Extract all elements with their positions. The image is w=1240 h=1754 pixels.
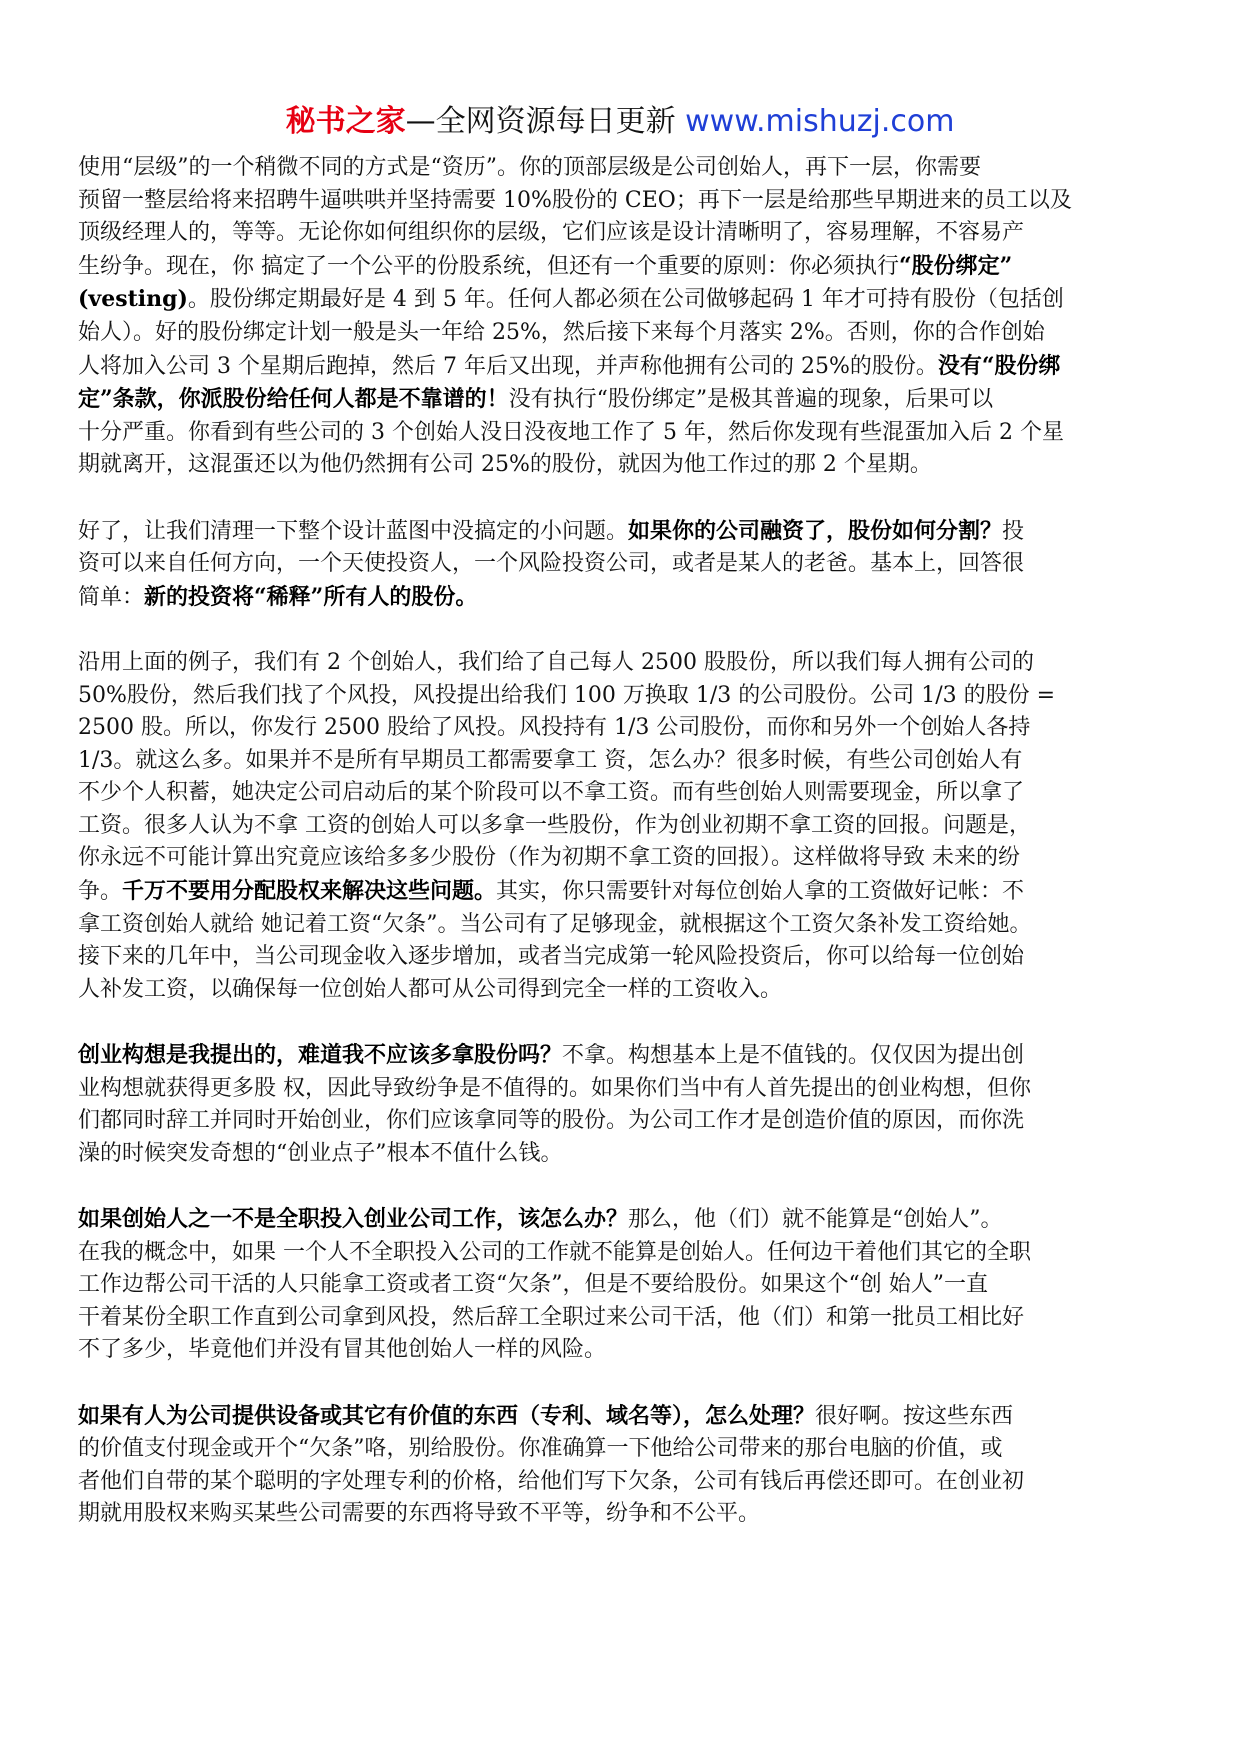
text-line xyxy=(78,974,1178,1007)
bold-text: (vesting) xyxy=(78,286,188,313)
text: 接下来的几年中，当公司现金收入逐步增加，或者当完成第一轮风险投资后，你可以给每一位创始 xyxy=(78,944,1025,970)
text-line xyxy=(78,777,1178,810)
text-line xyxy=(78,383,1178,417)
text: 那么，他（们）就不能算是“创始人”。 xyxy=(628,1207,1003,1232)
text-line xyxy=(78,548,1178,581)
site-brand: 秘书之家 xyxy=(285,104,406,139)
text-line xyxy=(78,810,1178,843)
text-line xyxy=(78,1498,1178,1531)
paragraph xyxy=(78,1400,1178,1531)
site-slogan: —全网资源每日更新 xyxy=(405,104,686,139)
text-line xyxy=(78,745,1178,778)
text: 使用“层级”的一个稍微不同的方式是“资历”。你的顶部层级是公司创始人，再下一层，你需要 xyxy=(78,155,981,180)
text-line xyxy=(78,581,1178,615)
bold-text: 没有“股份绑 xyxy=(937,352,1061,379)
site-url-link[interactable]: www.mishuzj.com xyxy=(685,104,955,139)
text: 十分严重。你看到有些公司的 3 个创始人没日没夜地工作了 5 年，然后你发现有些混蛋加入后 2 个星 xyxy=(78,419,1064,445)
text: 拿工资创始人就给 她记着工资“欠条”。当公司有了足够现金，就根据这个工资欠条补发工资给她。 xyxy=(78,911,1032,937)
text: 50%股份，然后我们找了个风投，风投提出给我们 100 万换取 1/3 的公司股份。公司 1/3 的股份 = xyxy=(78,682,1056,708)
site-header xyxy=(0,102,1240,142)
text-line xyxy=(78,842,1178,875)
text: 你永远不可能计算出究竟应该给多多少股份（作为初期不拿工资的回报）。这样做将导致 未来的纷 xyxy=(78,845,1020,871)
paragraph xyxy=(78,515,1178,615)
paragraph xyxy=(78,647,1178,1007)
text: 争。 xyxy=(78,879,123,905)
text-line xyxy=(78,1400,1178,1434)
text: 始人）。好的股份绑定计划一般是头一年给 25%，然后接下来每个月落实 2%。否则，你的合作创始 xyxy=(78,319,1045,345)
bold-text: 千万不要用分配股权来解决这些问题。 xyxy=(122,878,497,905)
text-line xyxy=(78,1466,1178,1499)
text-line xyxy=(78,1073,1178,1106)
text-line xyxy=(78,1433,1178,1466)
text-line xyxy=(78,185,1178,218)
text: 好了，让我们清理一下整个设计蓝图中没搞定的小问题。 xyxy=(78,518,629,544)
text: 业构想就获得更多股 权，因此导致纷争是不值得的。如果你们当中有人首先提出的创业构想，但你 xyxy=(78,1075,1031,1101)
paragraph xyxy=(78,152,1178,482)
text: 没有执行“股份绑定”是极其普遍的现象，后果可以 xyxy=(508,387,994,413)
text: 澡的时候突发奇想的“创业点子”根本不值什么钱。 xyxy=(78,1140,563,1166)
text: 1/3。就这么多。如果并不是所有早期员工都需要拿工 资，怎么办？很多时候，有些公司创始人有 xyxy=(78,747,1023,773)
text: 的价值支付现金或开个“欠条”咯，别给股份。你准确算一下他给公司带来的那台电脑的价值，或 xyxy=(78,1436,1003,1462)
text-line xyxy=(78,1039,1178,1073)
text-line xyxy=(78,680,1178,713)
text: 人补发工资，以确保每一位创始人都可从公司得到完全一样的工资收入。 xyxy=(78,976,783,1002)
bold-text: “股份绑定” xyxy=(899,252,1013,279)
text-line xyxy=(78,217,1178,250)
text-line xyxy=(78,283,1178,317)
text-line xyxy=(78,515,1178,549)
bold-text: 创业构想是我提出的，难道我不应该多拿股份吗？ xyxy=(78,1042,563,1069)
text: 们都同时辞工并同时开始创业，你们应该拿同等的股份。为公司工作才是创造价值的原因，而你洗 xyxy=(78,1108,1025,1134)
text-line xyxy=(78,1302,1178,1335)
text-line xyxy=(78,417,1178,450)
document-body xyxy=(78,152,1178,1564)
text: 者他们自带的某个聪明的字处理专利的价格，给他们写下欠条，公司有钱后再偿还即可。在创业初 xyxy=(78,1468,1025,1494)
text-line xyxy=(78,875,1178,909)
text-line xyxy=(78,941,1178,974)
paragraph xyxy=(78,1203,1178,1367)
text-line xyxy=(78,317,1178,350)
bold-text: 新的投资将“稀释”所有人的股份。 xyxy=(144,583,478,610)
text: 资可以来自任何方向，一个天使投资人，一个风险投资公司，或者是某人的老爸。基本上，回答很 xyxy=(78,551,1025,577)
text: 。股份绑定期最好是 4 到 5 年。任何人都必须在公司做够起码 1 年才可持有股份（包括创 xyxy=(187,287,1064,313)
text-line xyxy=(78,1138,1178,1171)
text: 人将加入公司 3 个星期后跑掉，然后 7 年后又出现，并声称他拥有公司的 25%的股份。 xyxy=(78,353,938,379)
text-line xyxy=(78,1237,1178,1270)
text: 不了多少，毕竟他们并没有冒其他创始人一样的风险。 xyxy=(78,1337,607,1363)
text: 不拿。构想基本上是不值钱的。仅仅因为提出创 xyxy=(562,1043,1025,1069)
text-line xyxy=(78,647,1178,680)
text-line xyxy=(78,1203,1178,1237)
text: 投 xyxy=(1002,518,1025,544)
text: 简单： xyxy=(78,584,145,610)
text: 不少个人积蓄，她决定公司启动后的某个阶段可以不拿工资。而有些创始人则需要现金，所以拿了 xyxy=(78,780,1025,806)
text: 在我的概念中，如果 一个人不全职投入公司的工作就不能算是创始人。任何边干着他们其它的全职 xyxy=(78,1239,1031,1265)
text: 生纷争。现在，你 搞定了一个公平的份股系统，但还有一个重要的原则：你必须执行 xyxy=(78,253,899,279)
text: 期就离开，这混蛋还以为他仍然拥有公司 25%的股份，就因为他工作过的那 2 个星期。 xyxy=(78,452,932,478)
bold-text: 如果创始人之一不是全职投入创业公司工作，该怎么办？ xyxy=(78,1206,629,1232)
paragraph xyxy=(78,1039,1178,1170)
bold-text: 如果有人为公司提供设备或其它有价值的东西（专利、域名等），怎么处理？ xyxy=(78,1402,816,1429)
text: 工作边帮公司干活的人只能拿工资或者工资“欠条”，但是不要给股份。如果这个“创 始人”一直 xyxy=(78,1272,988,1298)
bold-text: 如果你的公司融资了，股份如何分割？ xyxy=(628,517,1003,544)
text: 干着某份全职工作直到公司拿到风投，然后辞工全职过来公司干活，他（们）和第一批员工相比好 xyxy=(78,1304,1025,1330)
text: 预留一整层给将来招聘牛逼哄哄并坚持需要 10%股份的 CEO；再下一层是给那些早期进来的员工以及 xyxy=(78,187,1072,213)
text-line xyxy=(78,152,1178,185)
text: 2500 股。所以，你发行 2500 股给了风投。风投持有 1/3 公司股份，而你和另外一个创始人各持 xyxy=(78,715,1031,741)
text: 沿用上面的例子，我们有 2 个创始人，我们给了自己每人 2500 股股份，所以我们每人拥有公司的 xyxy=(78,649,1034,675)
text-line xyxy=(78,250,1178,284)
text-line xyxy=(78,1269,1178,1302)
text-line xyxy=(78,909,1178,942)
bold-text: 定”条款，你派股份给任何人都是不靠谱的！ xyxy=(78,386,509,413)
text-line xyxy=(78,1334,1178,1367)
text: 期就用股权来购买某些公司需要的东西将导致不平等，纷争和不公平。 xyxy=(78,1501,761,1527)
text: 很好啊。按这些东西 xyxy=(815,1403,1014,1429)
text-line xyxy=(78,350,1178,384)
text: 其实，你只需要针对每位创始人拿的工资做好记帐：不 xyxy=(496,879,1025,905)
text: 工资。很多人认为不拿 工资的创始人可以多拿一些股份，作为创业初期不拿工资的回报。问题是， xyxy=(78,812,1031,838)
text-line xyxy=(78,1105,1178,1138)
text-line xyxy=(78,449,1178,482)
text-line xyxy=(78,712,1178,745)
text: 顶级经理人的，等等。无论你如何组织你的层级，它们应该是设计清晰明了，容易理解，不容易产 xyxy=(78,220,1025,246)
